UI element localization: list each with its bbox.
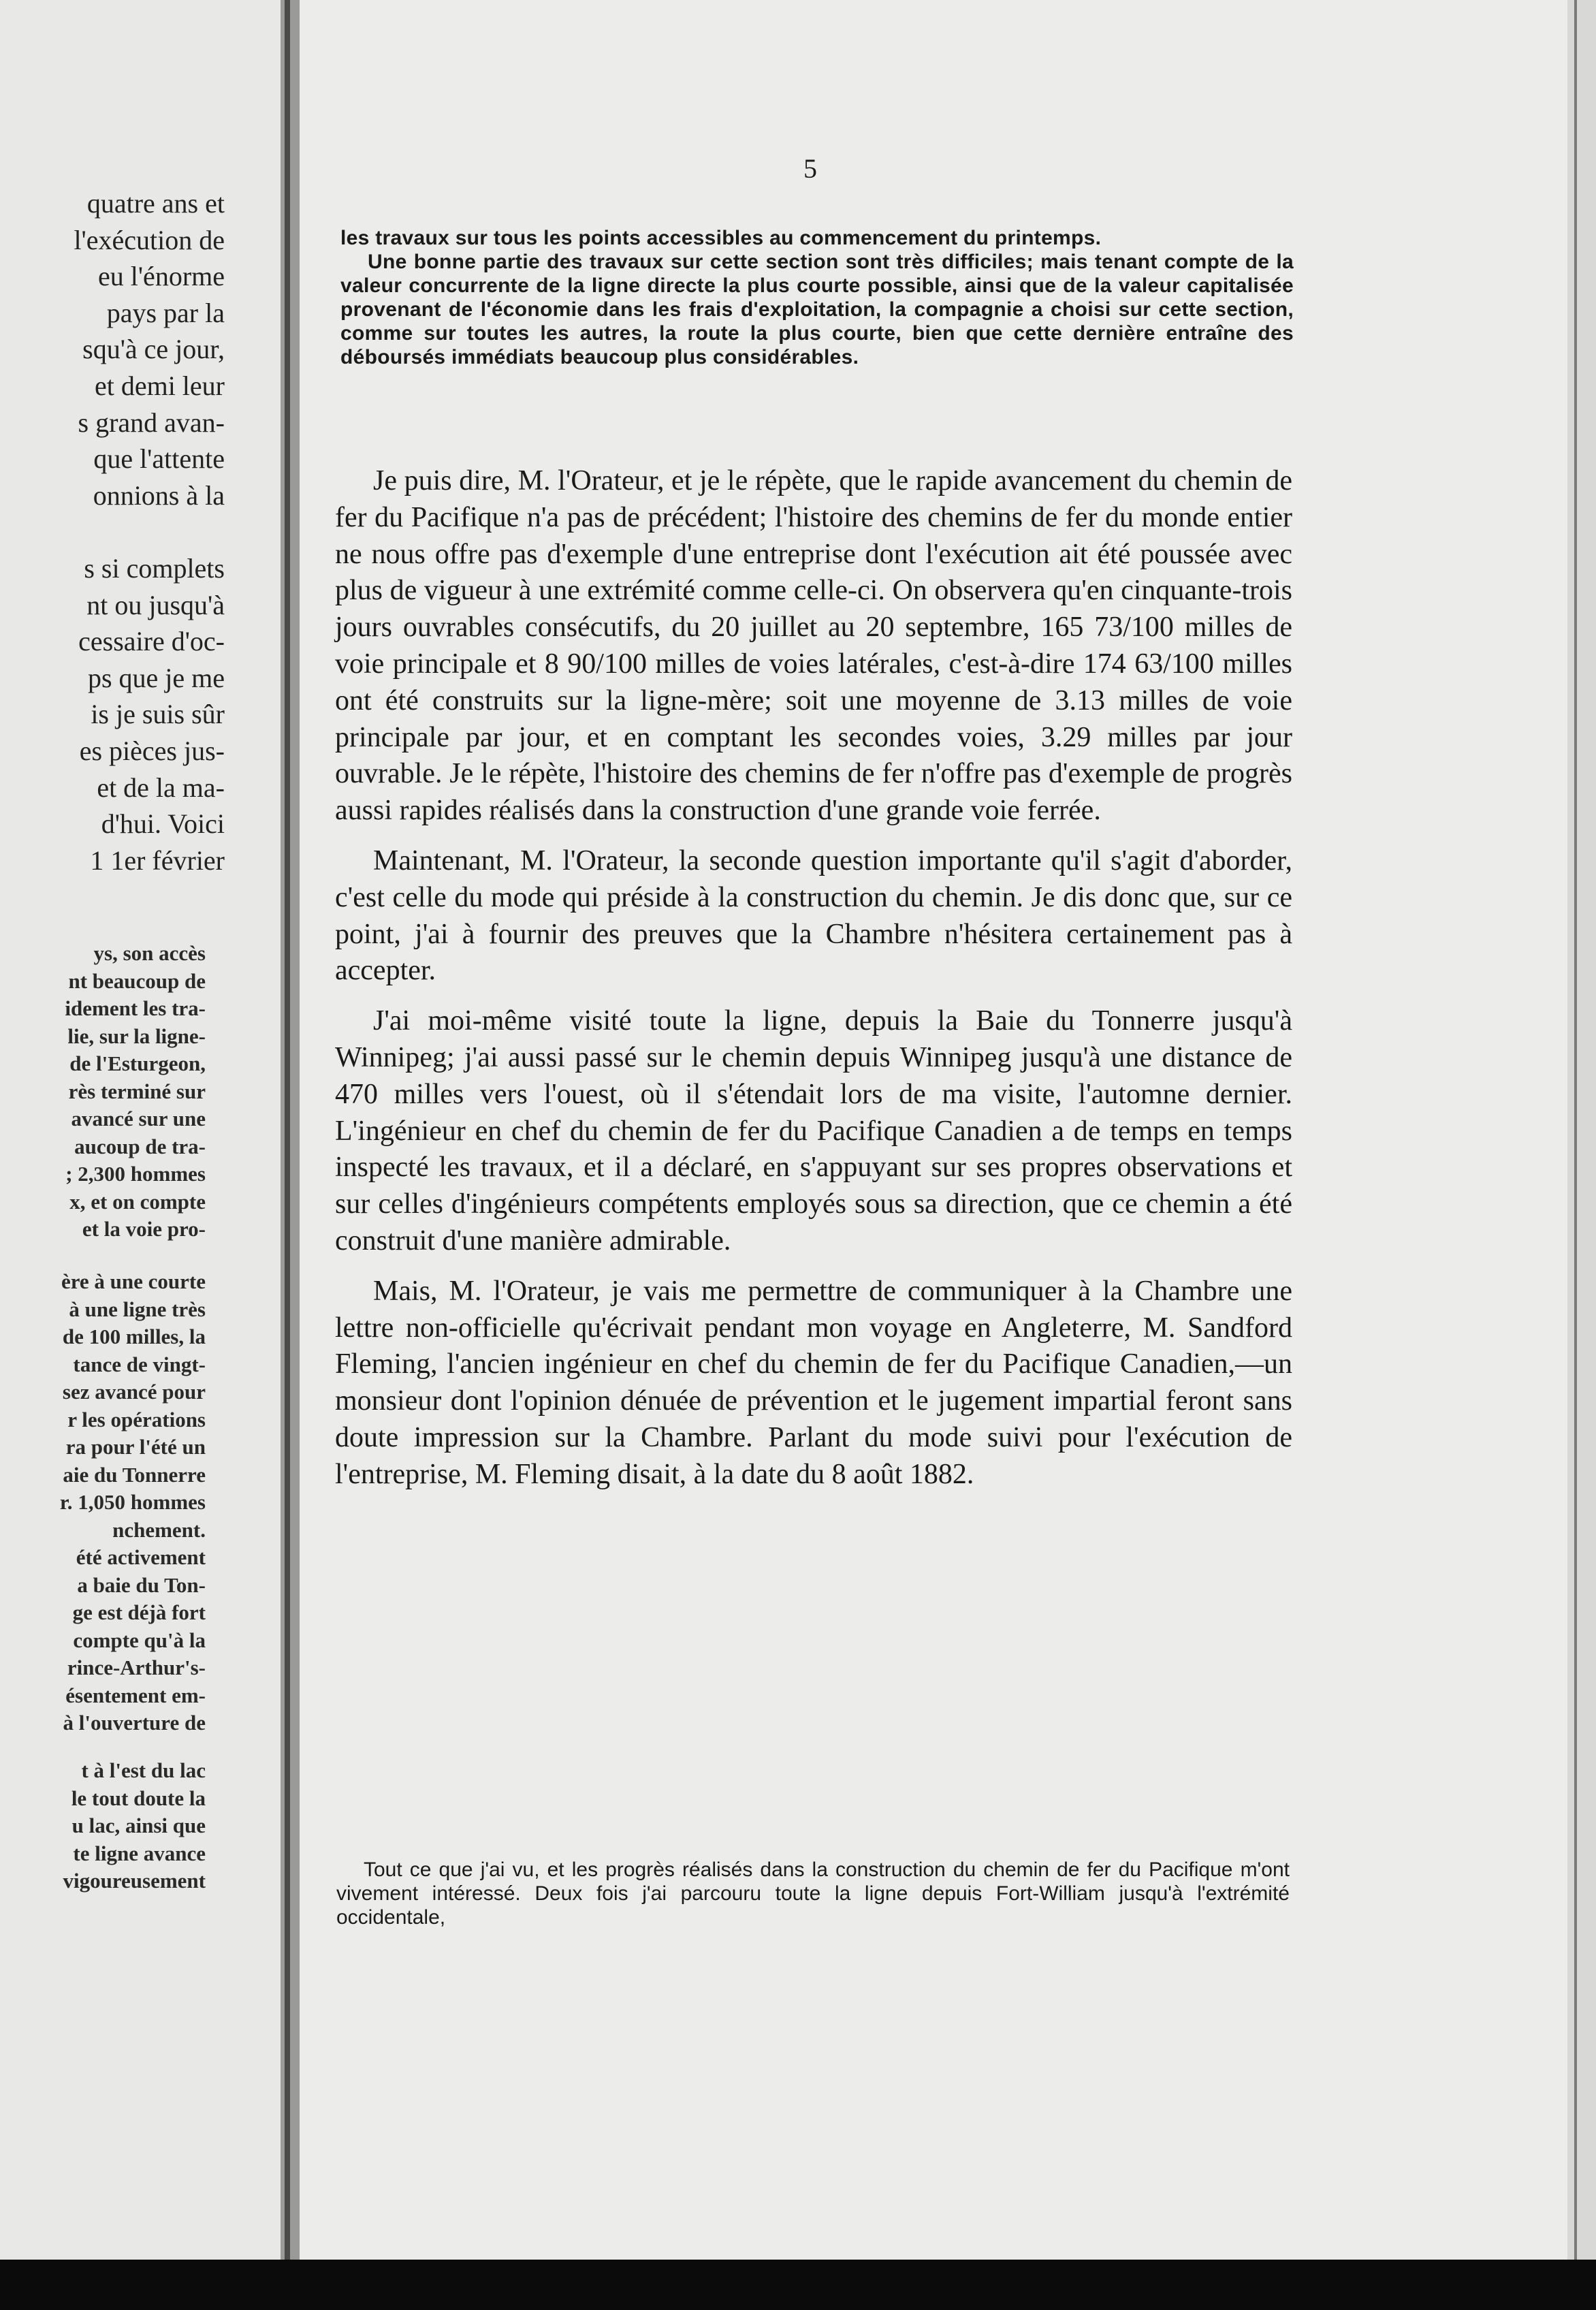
left-page-note-line: avancé sur une bbox=[71, 1107, 206, 1130]
left-page-line: pays par la bbox=[106, 297, 225, 328]
left-page-fragment bbox=[0, 0, 281, 2260]
left-page-note-line: de l'Esturgeon, bbox=[69, 1051, 206, 1075]
left-page-note-line: compte qu'à la bbox=[73, 1628, 206, 1652]
left-page-note-line: r les opérations bbox=[67, 1407, 206, 1431]
page-number: 5 bbox=[803, 153, 817, 184]
left-page-line: onnions à la bbox=[93, 479, 225, 511]
body-paragraph-2: Maintenant, M. l'Orateur, la seconde question importante qu'il s'agit d'aborder, c'est celle du mode qui préside à la construction du chemin. Je dis donc que, sur ce point, j'ai à fournir des preuves que la Chambre n'hésitera certainement pas à accepter. bbox=[335, 844, 1292, 987]
gutter-shadow bbox=[285, 0, 290, 2260]
left-page-note-line: aie du Tonnerre bbox=[63, 1462, 206, 1487]
left-page-note-line: été activement bbox=[76, 1545, 206, 1569]
left-page-note-line: ys, son accès bbox=[93, 941, 206, 965]
left-page-note-line: u lac, ainsi que bbox=[71, 1814, 206, 1837]
left-page-note-line: ge est déjà fort bbox=[72, 1600, 206, 1624]
scan-bottom-border bbox=[0, 2260, 1596, 2310]
left-page-line: d'hui. Voici bbox=[101, 808, 225, 840]
left-page-note-line: rès terminé sur bbox=[68, 1079, 206, 1103]
left-page-line: l'exécution de bbox=[74, 224, 225, 255]
left-page-line bbox=[0, 513, 225, 550]
left-page-note-line: de 100 milles, la bbox=[62, 1325, 206, 1348]
left-page-note-line: idement les tra- bbox=[65, 996, 206, 1020]
left-page-note-line: tance de vingt- bbox=[73, 1352, 206, 1376]
left-page-line: is je suis sûr bbox=[91, 699, 225, 730]
left-page-note-line: te ligne avance bbox=[73, 1841, 206, 1865]
left-page-note-line: a baie du Ton- bbox=[77, 1572, 206, 1597]
left-page-line: 1 1er février bbox=[90, 844, 225, 876]
footnote-text: Tout ce que j'ai vu, et les progrès réalisés dans la construction du chemin de fer du Pacifique m'ont vivement intéressé. Deux fois j'ai parcouru toute la ligne depuis Fort-William jusqu'à l'extrémité occidentale, bbox=[336, 1858, 1290, 1929]
left-page-line: s grand avan- bbox=[78, 407, 225, 438]
left-page-line: nt ou jusqu'à bbox=[86, 589, 225, 620]
right-page-edge-line bbox=[1574, 0, 1577, 2260]
left-page-note-line: ère à une courte bbox=[61, 1269, 206, 1293]
left-page-note-line: ; 2,300 hommes bbox=[65, 1162, 206, 1186]
left-page-note-line: vigoureusement bbox=[63, 1869, 206, 1893]
left-page-note-line: aucoup de tra- bbox=[74, 1134, 206, 1158]
left-page-note-line: r. 1,050 hommes bbox=[59, 1490, 206, 1514]
quote-paragraph: Une bonne partie des travaux sur cette section sont très difficiles; mais tenant compte de la valeur concurrente de la ligne directe la plus courte possible, ainsi que de la valeur capitalisée provenant de l'économie dans les frais d'exploitation, la compagnie a choisi sur cette section, comme sur toutes les autres, la route la plus courte, bien que cette dernière entraîne des déboursés immédiats beaucoup plus considérables. bbox=[340, 251, 1294, 368]
left-page-note-line: x, et on compte bbox=[69, 1189, 206, 1214]
left-page-line: s si complets bbox=[84, 552, 225, 584]
book-gutter bbox=[281, 0, 300, 2260]
quote-continuation: les travaux sur tous les points accessibles au commencement du printemps. bbox=[340, 227, 1102, 249]
main-text bbox=[335, 463, 1292, 1493]
left-page-note-line: à l'ouverture de bbox=[63, 1711, 206, 1735]
left-page-note-line: ésentement em- bbox=[65, 1683, 206, 1707]
left-page-note-line: ra pour l'été un bbox=[65, 1435, 206, 1459]
left-page-note-line: sez avancé pour bbox=[62, 1380, 206, 1404]
body-paragraph-3: J'ai moi-même visité toute la ligne, depuis la Baie du Tonnerre jusqu'à Winnipeg; j'ai aussi passé sur le chemin depuis Winnipeg jusqu'à une distance de 470 milles vers l'ouest, où il s'étendait lors de ma visite, l'automne dernier. L'ingénieur en chef du chemin de fer du Pacifique Canadien a de temps en temps inspecté les travaux, et il a déclaré, en s'appuyant sur ses propres observations et sur celles d'ingénieurs compétents employés sous sa direction, que ce chemin a été construit d'une manière admirable. bbox=[335, 1005, 1292, 1256]
left-page-body-text bbox=[0, 185, 225, 879]
left-page-note-line: et la voie pro- bbox=[82, 1217, 206, 1241]
left-page-notes-1 bbox=[0, 940, 206, 1244]
left-page-note-line: rince-Arthur's- bbox=[67, 1656, 206, 1679]
left-page-notes-3 bbox=[0, 1757, 206, 1895]
left-page-note-line: t à l'est du lac bbox=[81, 1758, 206, 1782]
quote-block bbox=[340, 226, 1294, 369]
left-page-line: et de la ma- bbox=[97, 772, 225, 803]
left-page-note-line: nt beaucoup de bbox=[68, 968, 206, 993]
left-page-note-line: nchement. bbox=[112, 1517, 206, 1542]
left-page-line: eu l'énorme bbox=[97, 261, 225, 292]
left-page-line: et demi leur bbox=[94, 370, 225, 401]
left-page-line: cessaire d'oc- bbox=[78, 626, 225, 657]
left-page-line: ps que je me bbox=[87, 662, 225, 693]
right-page-edge bbox=[1567, 0, 1596, 2260]
left-page-notes-2 bbox=[0, 1268, 206, 1737]
left-page-line: que l'attente bbox=[93, 443, 225, 475]
body-paragraph-1: Je puis dire, M. l'Orateur, et je le répète, que le rapide avancement du chemin de fer du Pacifique n'a pas de précédent; l'histoire des chemins de fer du monde entier ne nous offre pas d'exemple d'une entreprise dont l'exécution ait été poussée avec plus de vigueur à une extrémité comme celle-ci. On observera qu'en cinquante-trois jours ouvrables consécutifs, du 20 juillet au 20 septembre, 165 73/100 milles de voie principale et 8 90/100 milles de voies latérales, c'est-à-dire 174 63/100 milles ont été construits sur la ligne-mère; soit une moyenne de 3.13 milles de voie principale par jour, et en comptant les secondes voies, 3.29 milles par jour ouvrable. Je le répète, l'histoire des chemins de fer n'offre pas d'exemple de progrès aussi rapides réalisés dans la construction d'une grande voie ferrée. bbox=[335, 465, 1292, 827]
footnote bbox=[336, 1858, 1290, 1929]
left-page-line: quatre ans et bbox=[86, 188, 225, 219]
left-page-note-line: lie, sur la ligne- bbox=[67, 1024, 206, 1048]
left-page-line: squ'à ce jour, bbox=[82, 334, 225, 365]
left-page-line: es pièces jus- bbox=[79, 735, 225, 766]
left-page-note-line: le tout doute la bbox=[71, 1786, 206, 1810]
left-page-note-line: à une ligne très bbox=[69, 1297, 206, 1321]
body-paragraph-4: Mais, M. l'Orateur, je vais me permettre de communiquer à la Chambre une lettre non-officielle qu'écrivait pendant mon voyage en Angleterre, M. Sandford Fleming, l'ancien ingénieur en chef du chemin de fer du Pacifique Canadien,—un monsieur dont l'opinion dénuée de prévention et le jugement impartial feront sans doute impression sur la Chambre. Parlant du mode suivi pour l'exécution de l'entreprise, M. Fleming disait, à la date du 8 août 1882. bbox=[335, 1275, 1292, 1490]
